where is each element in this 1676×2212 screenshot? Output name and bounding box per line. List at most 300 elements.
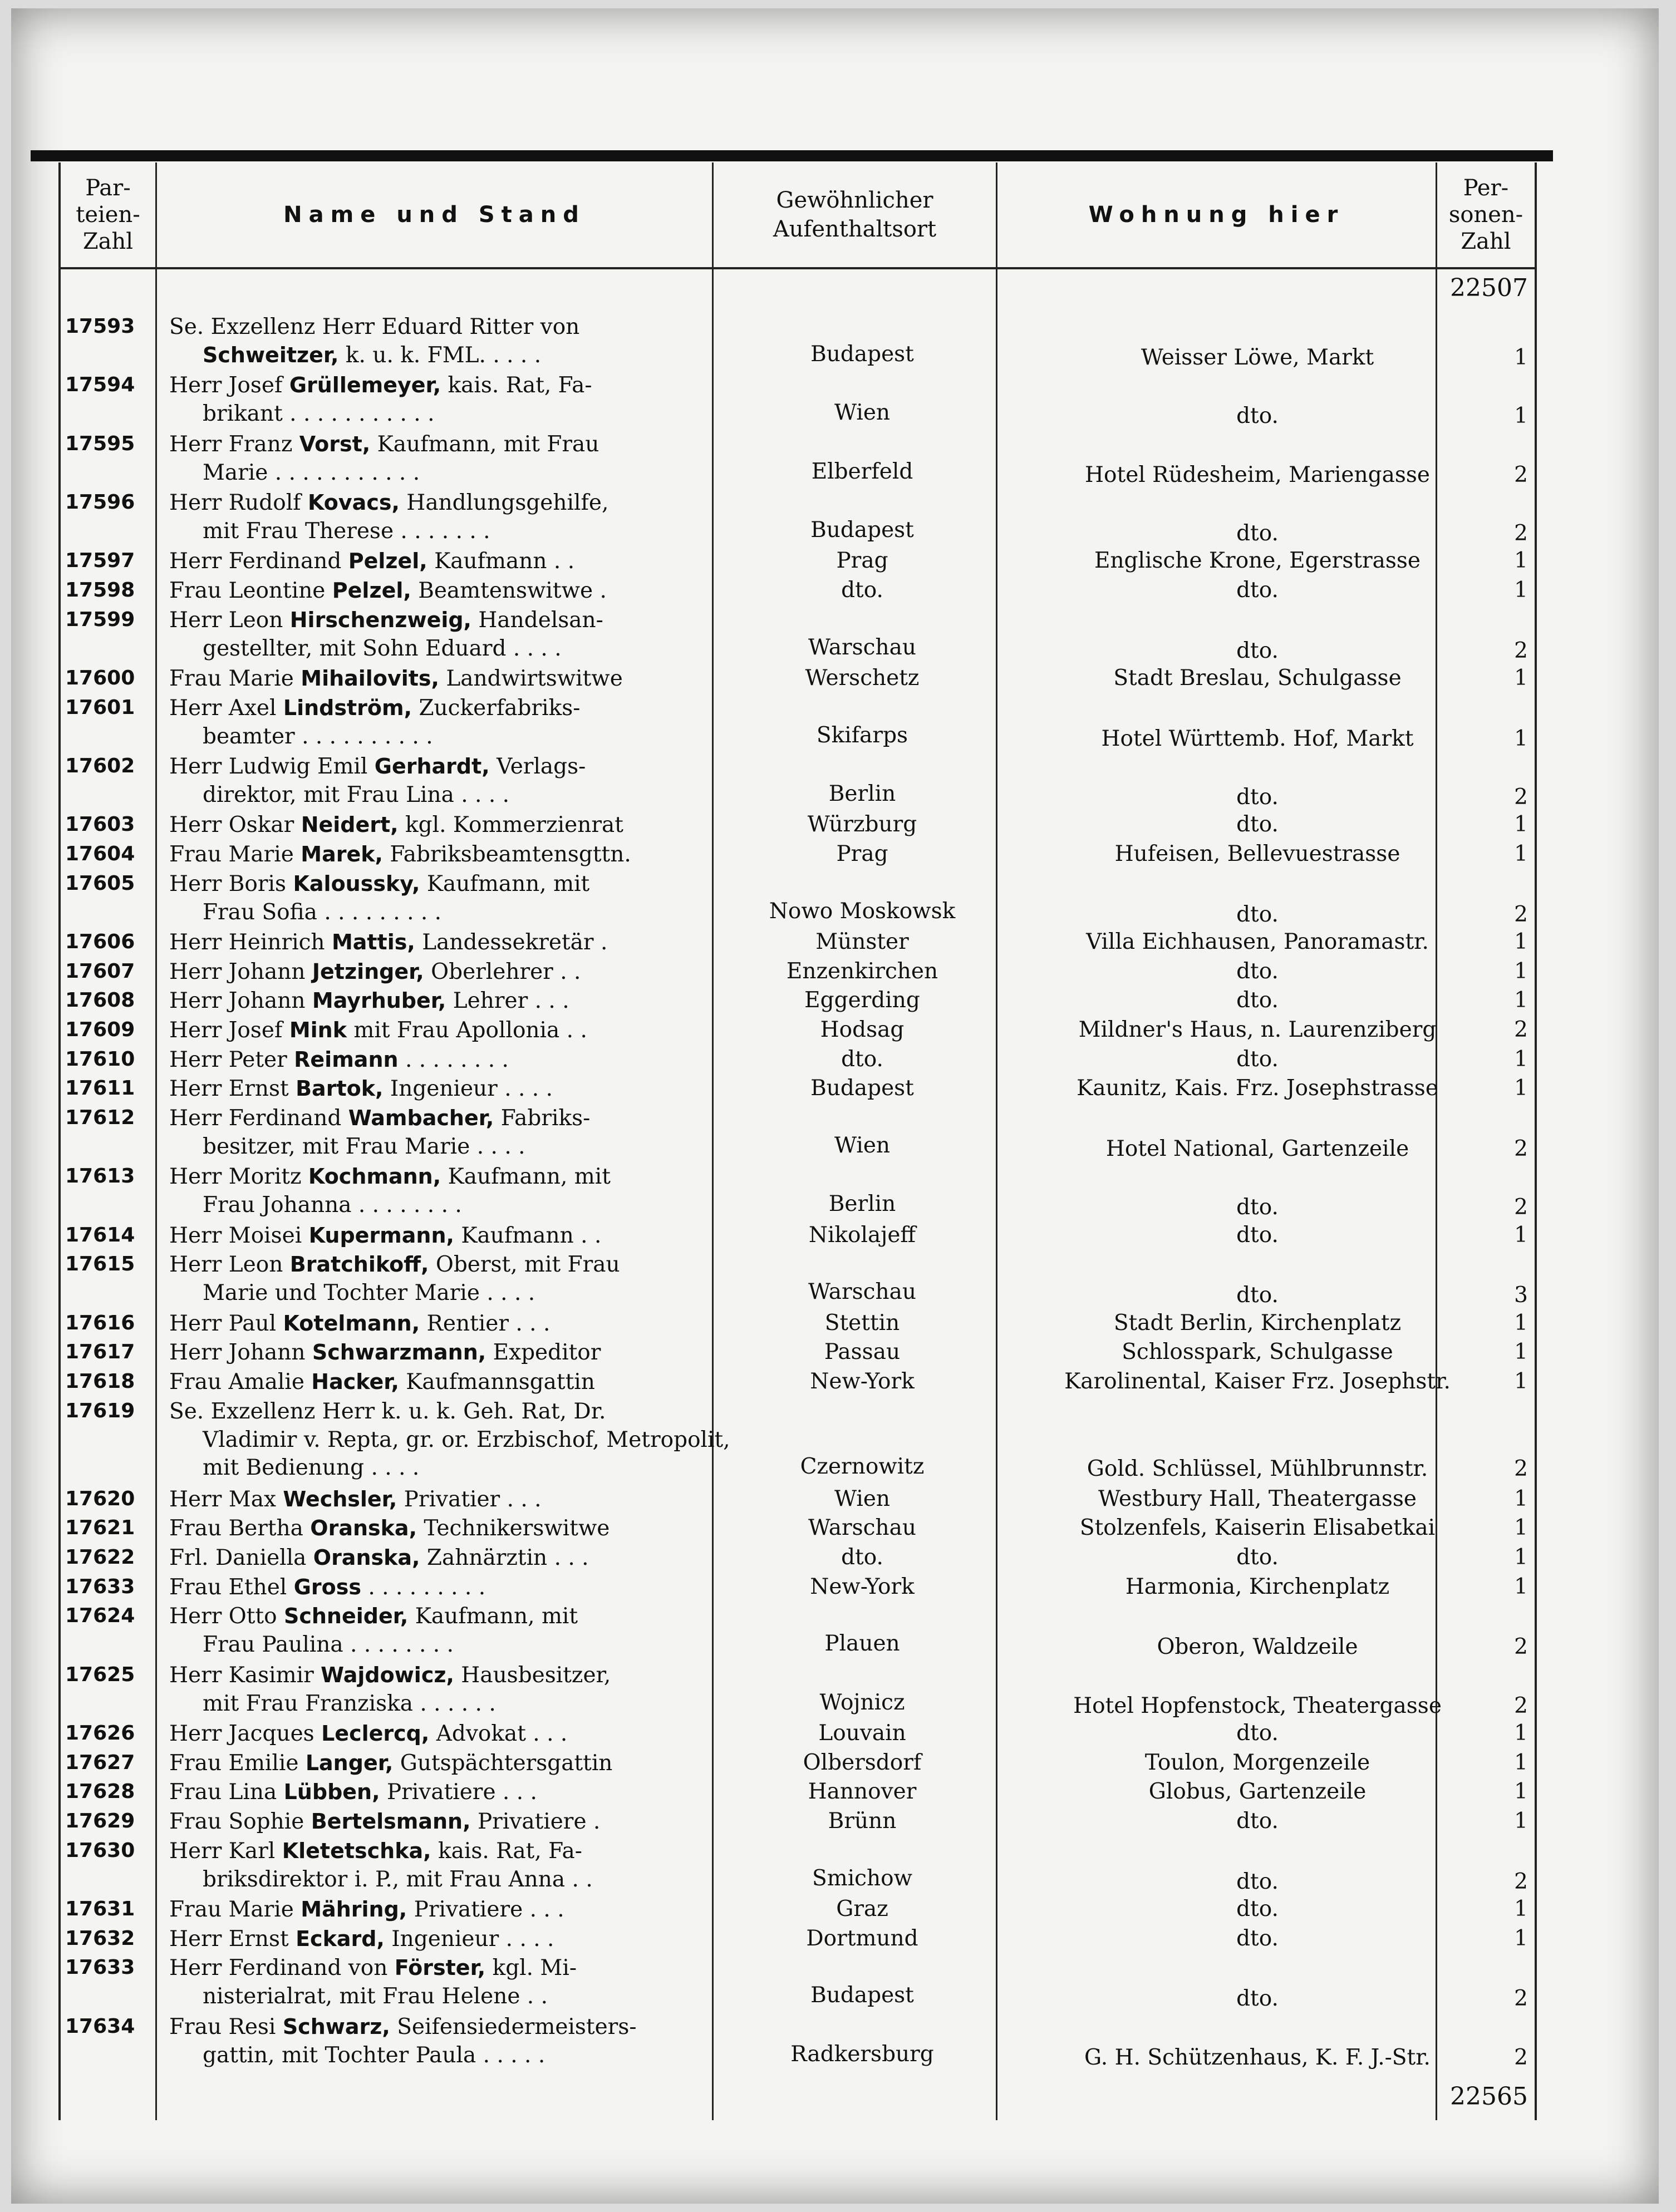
entry-name bbox=[169, 1016, 756, 1045]
entry-persons: 1 bbox=[1514, 1750, 1528, 1775]
entry-persons: 1 bbox=[1514, 1515, 1528, 1541]
entry-name bbox=[169, 1075, 756, 1103]
entry-residence: Westbury Hall, Theatergasse bbox=[1098, 1486, 1417, 1511]
name-suffix: Expeditor bbox=[486, 1340, 601, 1366]
entry-name bbox=[169, 1661, 756, 1718]
table-row bbox=[61, 1337, 1535, 1366]
table-row bbox=[61, 1308, 1535, 1337]
entry-origin: Elberfeld bbox=[811, 459, 913, 484]
surname: Reimann bbox=[294, 1047, 399, 1072]
entry-number: 17614 bbox=[65, 1223, 135, 1247]
entry-residence: dto. bbox=[1236, 403, 1279, 429]
entry-residence: dto. bbox=[1236, 1809, 1279, 1834]
entry-residence: Schlosspark, Schulgasse bbox=[1122, 1339, 1393, 1365]
entry-name bbox=[169, 1104, 756, 1161]
name-suffix: kais. Rat, Fa- bbox=[441, 373, 592, 398]
entry-origin: dto. bbox=[841, 1046, 883, 1072]
entry-origin: Budapest bbox=[810, 342, 914, 367]
entry-origin: New-York bbox=[810, 1574, 915, 1599]
name-continuation bbox=[169, 1426, 756, 1482]
entry-number: 17615 bbox=[65, 1253, 135, 1276]
entry-residence: Globus, Gartenzeile bbox=[1148, 1779, 1367, 1805]
name-continuation bbox=[169, 1279, 756, 1307]
name-continuation bbox=[169, 1689, 756, 1718]
name-suffix: Ingenieur . . . . bbox=[383, 1076, 553, 1102]
entry-origin: Brünn bbox=[828, 1809, 897, 1834]
surname: Mink bbox=[289, 1018, 347, 1042]
name-continuation-text: Marie . . . . . . . . . . . bbox=[203, 460, 420, 485]
name-continuation bbox=[169, 722, 756, 751]
name-prefix: Frau Marie bbox=[169, 1897, 301, 1922]
name-continuation bbox=[169, 400, 756, 428]
entry-number: 17631 bbox=[65, 1898, 135, 1920]
name-suffix: Technikerswitwe bbox=[417, 1516, 610, 1541]
surname: Schwarz, bbox=[282, 2014, 390, 2039]
entry-origin: dto. bbox=[841, 1545, 883, 1570]
entry-persons: 1 bbox=[1514, 929, 1528, 954]
table-row bbox=[61, 1220, 1535, 1249]
entry-persons: 1 bbox=[1514, 1046, 1528, 1072]
table-row bbox=[61, 1748, 1535, 1777]
entry-name bbox=[169, 1749, 756, 1777]
entry-persons: 1 bbox=[1514, 1339, 1528, 1365]
surname: Eckard, bbox=[296, 1926, 385, 1951]
entry-persons: 2 bbox=[1514, 1986, 1528, 2012]
name-continuation-text: Vladimir v. Repta, gr. or. Erzbischof, Metropolit, mit Bedienung . . . . bbox=[203, 1427, 730, 1480]
name-continuation bbox=[169, 634, 756, 663]
entry-residence: dto. bbox=[1236, 1869, 1279, 1894]
table-row bbox=[61, 839, 1535, 868]
entry-persons: 2 bbox=[1514, 1869, 1528, 1894]
table-row bbox=[61, 1894, 1535, 1923]
entry-name bbox=[169, 430, 756, 487]
entry-origin: Berlin bbox=[828, 781, 896, 806]
name-prefix: Herr Max bbox=[169, 1486, 283, 1512]
entry-residence: dto. bbox=[1236, 1046, 1279, 1072]
entry-residence: Toulon, Morgenzeile bbox=[1144, 1750, 1370, 1775]
name-prefix: Frau Ethel bbox=[169, 1574, 294, 1600]
name-prefix: Herr Ludwig Emil bbox=[169, 754, 375, 779]
entry-number: 17629 bbox=[65, 1810, 135, 1832]
name-prefix: Herr Karl bbox=[169, 1838, 282, 1864]
entry-residence: dto. bbox=[1236, 1721, 1279, 1746]
table-row bbox=[61, 1601, 1535, 1659]
table-row bbox=[61, 1045, 1535, 1073]
surname: Pelzel, bbox=[348, 549, 427, 574]
entry-residence: Hotel National, Gartenzeile bbox=[1105, 1136, 1409, 1161]
name-suffix: Advokat . . . bbox=[429, 1721, 568, 1746]
surname: Kovacs, bbox=[308, 490, 400, 515]
entry-residence: Stadt Breslau, Schulgasse bbox=[1113, 666, 1402, 691]
entry-number: 17603 bbox=[65, 813, 135, 836]
entry-number: 17634 bbox=[65, 2014, 135, 2038]
table-row bbox=[61, 1718, 1535, 1747]
name-continuation-text: Frau Sofia . . . . . . . . . bbox=[203, 899, 442, 925]
table-row bbox=[61, 1777, 1535, 1806]
name-suffix: Privatier . . . bbox=[397, 1486, 542, 1512]
entry-residence: dto. bbox=[1236, 785, 1279, 810]
table-row bbox=[61, 663, 1535, 692]
entry-persons: 2 bbox=[1514, 2045, 1528, 2070]
entry-residence: Mildner's Haus, n. Laurenziberg bbox=[1078, 1017, 1437, 1042]
entry-residence: dto. bbox=[1236, 521, 1279, 546]
name-prefix: Herr Peter bbox=[169, 1047, 294, 1072]
name-continuation-text: gestellter, mit Sohn Eduard . . . . bbox=[203, 635, 562, 661]
entry-residence: dto. bbox=[1236, 1896, 1279, 1922]
header-origin: Gewöhnlicher Aufenthaltsort bbox=[773, 188, 937, 242]
table-row bbox=[61, 2012, 1535, 2070]
name-continuation-text: nisterialrat, mit Frau Helene . . bbox=[203, 1984, 548, 2009]
name-suffix: Kaufmann . . bbox=[454, 1223, 602, 1248]
entry-number: 17621 bbox=[65, 1516, 135, 1540]
table-row bbox=[61, 1513, 1535, 1542]
entry-name bbox=[169, 371, 756, 428]
entry-name bbox=[169, 1221, 756, 1250]
entry-number: 17624 bbox=[65, 1604, 135, 1628]
name-continuation bbox=[169, 1132, 756, 1161]
entry-persons: 1 bbox=[1514, 988, 1528, 1013]
entry-origin: Stettin bbox=[824, 1310, 900, 1336]
name-suffix: Kaufmannsgattin bbox=[399, 1369, 595, 1395]
surname: Wechsler, bbox=[283, 1486, 397, 1511]
entry-persons: 2 bbox=[1514, 462, 1528, 487]
name-prefix: Herr Leon bbox=[169, 1252, 290, 1278]
entry-origin: Enzenkirchen bbox=[786, 958, 938, 984]
name-prefix: Herr Ferdinand bbox=[169, 1106, 348, 1131]
name-prefix: Herr Josef bbox=[169, 373, 289, 398]
table-row bbox=[61, 693, 1535, 751]
entry-persons: 2 bbox=[1514, 1456, 1528, 1481]
entry-number: 17620 bbox=[65, 1487, 135, 1510]
entry-origin: Plauen bbox=[824, 1631, 900, 1657]
entry-origin: Hannover bbox=[808, 1779, 917, 1805]
entry-number: 17600 bbox=[65, 667, 135, 689]
entry-origin: Prag bbox=[836, 841, 888, 866]
entry-name bbox=[169, 1046, 756, 1074]
table-row bbox=[61, 927, 1535, 956]
entry-number: 17633 bbox=[65, 1575, 135, 1598]
entry-number: 17616 bbox=[65, 1311, 135, 1334]
entry-name bbox=[169, 1250, 756, 1307]
surname: Schwarzmann, bbox=[312, 1340, 486, 1365]
name-prefix: Herr Johann bbox=[169, 1340, 312, 1366]
name-continuation-text: mit Frau Franziska . . . . . . bbox=[203, 1691, 496, 1716]
entry-name bbox=[169, 870, 756, 927]
entry-residence: Hotel Württemb. Hof, Markt bbox=[1101, 726, 1414, 751]
entry-number: 17618 bbox=[65, 1370, 135, 1393]
name-prefix: Herr Ernst bbox=[169, 1926, 296, 1952]
entry-number: 17613 bbox=[65, 1165, 135, 1188]
header-residence: Wohnung hier bbox=[1088, 202, 1345, 228]
name-suffix: kgl. Mi- bbox=[485, 1955, 577, 1981]
name-suffix: Seifensiedermeisters- bbox=[390, 2014, 637, 2039]
name-continuation bbox=[169, 459, 756, 487]
table-row bbox=[61, 429, 1535, 487]
entry-residence: Oberon, Waldzeile bbox=[1157, 1634, 1358, 1660]
entry-persons: 2 bbox=[1514, 1634, 1528, 1660]
entry-residence: Villa Eichhausen, Panoramastr. bbox=[1086, 929, 1429, 954]
name-suffix: Handlungsgehilfe, bbox=[399, 490, 609, 515]
entry-number: 17619 bbox=[65, 1399, 135, 1422]
name-continuation bbox=[169, 341, 756, 370]
name-suffix: Ingenieur . . . . bbox=[384, 1926, 554, 1952]
entry-number: 17595 bbox=[65, 432, 135, 455]
table-row bbox=[61, 1836, 1535, 1894]
name-prefix: Frau Bertha bbox=[169, 1516, 311, 1541]
entry-name bbox=[169, 1397, 756, 1482]
entry-persons: 1 bbox=[1514, 1369, 1528, 1394]
name-prefix: Herr Ferdinand bbox=[169, 549, 348, 574]
entry-number: 17606 bbox=[65, 930, 135, 953]
entry-name bbox=[169, 2013, 756, 2070]
name-prefix: Frau Amalie bbox=[169, 1369, 312, 1395]
entry-name bbox=[169, 1954, 756, 2011]
entry-persons: 2 bbox=[1514, 521, 1528, 546]
entry-number: 17626 bbox=[65, 1722, 135, 1745]
surname: Wajdowicz, bbox=[321, 1662, 454, 1687]
entry-number: 17617 bbox=[65, 1341, 135, 1364]
surname: Oranska, bbox=[313, 1545, 420, 1570]
entry-name bbox=[169, 547, 756, 575]
name-suffix: Gutspächtersgattin bbox=[393, 1750, 613, 1776]
entry-number: 17601 bbox=[65, 696, 135, 719]
entry-residence: Karolinental, Kaiser Frz. Josephstr. bbox=[1064, 1369, 1451, 1394]
surname: Jetzinger, bbox=[312, 959, 424, 984]
entry-residence: Gold. Schlüssel, Mühlbrunnstr. bbox=[1087, 1456, 1428, 1481]
name-suffix: Kaufmann, mit bbox=[420, 871, 590, 896]
entry-number: 17628 bbox=[65, 1780, 135, 1804]
entry-persons: 1 bbox=[1514, 1925, 1528, 1951]
surname: Mihailovits, bbox=[301, 666, 439, 691]
table-header bbox=[61, 162, 1535, 269]
surname: Bertelsmann, bbox=[311, 1809, 471, 1834]
name-prefix: Frau Lina bbox=[169, 1780, 284, 1805]
name-suffix: Hausbesitzer, bbox=[454, 1662, 611, 1688]
header-number: Par- teien- Zahl bbox=[76, 175, 140, 254]
carry-over-count: 22507 bbox=[1450, 274, 1528, 302]
name-suffix: Zahnärztin . . . bbox=[420, 1545, 589, 1570]
entry-residence: dto. bbox=[1236, 988, 1279, 1013]
entry-residence: dto. bbox=[1236, 812, 1279, 837]
name-continuation bbox=[169, 2041, 756, 2070]
surname: Bartok, bbox=[296, 1076, 384, 1101]
table-row bbox=[61, 1015, 1535, 1044]
entry-persons: 1 bbox=[1514, 812, 1528, 837]
entry-persons: 1 bbox=[1514, 1574, 1528, 1599]
table-row bbox=[61, 1484, 1535, 1513]
surname: Mayrhuber, bbox=[312, 988, 446, 1013]
entry-residence: dto. bbox=[1236, 1545, 1279, 1570]
entry-persons: 1 bbox=[1514, 841, 1528, 866]
name-continuation-text: beamter . . . . . . . . . . bbox=[203, 723, 433, 749]
name-prefix: Herr Boris bbox=[169, 871, 293, 896]
entry-residence: dto. bbox=[1236, 901, 1279, 927]
table-row bbox=[61, 605, 1535, 663]
entry-name bbox=[169, 928, 756, 957]
entry-persons: 1 bbox=[1514, 1545, 1528, 1570]
name-continuation bbox=[169, 1630, 756, 1659]
table-row bbox=[61, 1396, 1535, 1483]
entry-origin: Wien bbox=[834, 1133, 891, 1158]
entry-name bbox=[169, 811, 756, 839]
entry-number: 17625 bbox=[65, 1663, 135, 1686]
entry-persons: 2 bbox=[1514, 1017, 1528, 1042]
name-continuation-text: direktor, mit Frau Lina . . . . bbox=[203, 782, 510, 807]
entry-origin: Passau bbox=[824, 1339, 901, 1365]
name-prefix: Herr Moisei bbox=[169, 1223, 309, 1248]
entry-origin: Budapest bbox=[810, 518, 914, 543]
entry-origin: Nowo Moskowsk bbox=[769, 898, 956, 924]
name-suffix: kais. Rat, Fa- bbox=[431, 1838, 582, 1864]
surname: Kupermann, bbox=[308, 1223, 454, 1248]
entry-persons: 1 bbox=[1514, 403, 1528, 429]
entry-name bbox=[169, 958, 756, 986]
entry-origin: Dortmund bbox=[806, 1925, 918, 1951]
entry-number: 17633 bbox=[65, 1956, 135, 1979]
name-prefix: Frau Leontine bbox=[169, 578, 332, 603]
entry-persons: 2 bbox=[1514, 901, 1528, 927]
entry-name bbox=[169, 1895, 756, 1924]
name-continuation-text: Marie und Tochter Marie . . . . bbox=[203, 1280, 535, 1306]
entry-origin: Münster bbox=[815, 929, 909, 954]
name-prefix: Herr Franz bbox=[169, 431, 299, 457]
name-continuation bbox=[169, 1865, 756, 1894]
name-suffix: Oberst, mit Frau bbox=[429, 1252, 620, 1278]
entry-name bbox=[169, 1309, 756, 1338]
entry-name bbox=[169, 1720, 756, 1748]
entry-name bbox=[169, 664, 756, 693]
top-rule bbox=[31, 150, 1553, 161]
entry-name bbox=[169, 606, 756, 663]
name-prefix: Frau Resi bbox=[169, 2014, 283, 2039]
surname: Wambacher, bbox=[348, 1106, 494, 1130]
entry-origin: Würzburg bbox=[807, 812, 917, 837]
entry-residence: Englische Krone, Egerstrasse bbox=[1094, 548, 1421, 574]
entry-residence: Harmonia, Kirchenplatz bbox=[1125, 1574, 1390, 1599]
name-suffix: Privatiere . bbox=[470, 1809, 601, 1834]
table-row bbox=[61, 370, 1535, 428]
entry-persons: 1 bbox=[1514, 345, 1528, 370]
name-continuation-text: Frau Paulina . . . . . . . . bbox=[203, 1632, 454, 1658]
name-prefix: Herr Paul bbox=[169, 1311, 283, 1336]
table-row bbox=[61, 810, 1535, 839]
entry-name bbox=[169, 577, 756, 605]
entry-residence: Hotel Hopfenstock, Theatergasse bbox=[1073, 1693, 1442, 1718]
entry-origin: Budapest bbox=[810, 1076, 914, 1101]
name-suffix: Oberlehrer . . bbox=[424, 959, 581, 984]
entry-origin: Wien bbox=[834, 400, 891, 426]
surname: Mähring, bbox=[301, 1897, 407, 1922]
entry-persons: 1 bbox=[1514, 548, 1528, 574]
name-continuation-text: gattin, mit Tochter Paula . . . . . bbox=[203, 2042, 545, 2068]
entry-number: 17605 bbox=[65, 871, 135, 895]
name-continuation bbox=[169, 1191, 756, 1219]
entry-residence: Weisser Löwe, Markt bbox=[1141, 345, 1374, 370]
entry-number: 17608 bbox=[65, 989, 135, 1012]
name-prefix: Herr Johann bbox=[169, 988, 312, 1014]
entry-origin: Louvain bbox=[818, 1721, 906, 1746]
ledger-table bbox=[58, 162, 1537, 2120]
entry-number: 17622 bbox=[65, 1546, 135, 1569]
entry-origin: Nikolajeff bbox=[808, 1222, 916, 1248]
name-prefix: Frau Marie bbox=[169, 666, 301, 691]
entry-name bbox=[169, 1485, 756, 1514]
entry-persons: 1 bbox=[1514, 1721, 1528, 1746]
table-row bbox=[61, 1073, 1535, 1102]
table-row bbox=[61, 312, 1535, 370]
surname: Leclercq, bbox=[321, 1721, 430, 1746]
entry-origin: Eggerding bbox=[804, 988, 920, 1013]
entry-number: 17610 bbox=[65, 1047, 135, 1071]
entry-origin: Wien bbox=[834, 1486, 891, 1511]
table-row bbox=[61, 487, 1535, 545]
entry-origin: Graz bbox=[836, 1896, 888, 1922]
entry-persons: 1 bbox=[1514, 726, 1528, 751]
table-row bbox=[61, 869, 1535, 927]
entry-origin: Prag bbox=[836, 548, 888, 574]
entry-number: 17607 bbox=[65, 959, 135, 983]
entry-origin: Hodsag bbox=[820, 1017, 905, 1042]
name-prefix: Herr Oskar bbox=[169, 812, 301, 838]
name-continuation-text: mit Frau Therese . . . . . . . bbox=[203, 519, 490, 544]
page-total: 22565 bbox=[1450, 2082, 1528, 2111]
entry-persons: 1 bbox=[1514, 666, 1528, 691]
entry-name bbox=[169, 1368, 756, 1396]
table-row bbox=[61, 1572, 1535, 1601]
entry-origin: Warschau bbox=[808, 1279, 916, 1305]
entry-name bbox=[169, 752, 756, 809]
entry-residence: dto. bbox=[1236, 1986, 1279, 2012]
header-name: Name und Stand bbox=[283, 202, 586, 228]
name-suffix: Kaufmann, mit bbox=[441, 1164, 611, 1190]
entry-persons: 2 bbox=[1514, 1693, 1528, 1718]
entry-residence: dto. bbox=[1236, 578, 1279, 603]
name-prefix: Herr Leon bbox=[169, 607, 290, 633]
name-suffix: kgl. Kommerzienrat bbox=[398, 812, 623, 838]
name-suffix: Fabriksbeamtensgttn. bbox=[382, 842, 631, 867]
surname: Vorst, bbox=[299, 431, 371, 456]
entry-residence: dto. bbox=[1236, 638, 1279, 663]
entry-residence: dto. bbox=[1236, 1283, 1279, 1308]
surname: Oranska, bbox=[310, 1516, 417, 1541]
table-row bbox=[61, 1161, 1535, 1219]
name-prefix: Herr Jacques bbox=[169, 1721, 322, 1746]
entry-name bbox=[169, 1338, 756, 1367]
entry-residence: Hufeisen, Bellevuestrasse bbox=[1114, 841, 1400, 866]
name-continuation-text: briksdirektor i. P., mit Frau Anna . . bbox=[203, 1866, 593, 1892]
entry-residence: Stolzenfels, Kaiserin Elisabetkai bbox=[1079, 1515, 1436, 1541]
table-row bbox=[61, 1103, 1535, 1161]
name-suffix: Zuckerfabriks- bbox=[412, 695, 581, 721]
name-prefix: Herr Rudolf bbox=[169, 490, 308, 515]
surname: Gross bbox=[293, 1574, 361, 1599]
entry-persons: 1 bbox=[1514, 1779, 1528, 1805]
surname: Langer, bbox=[305, 1750, 394, 1775]
name-prefix: Herr Axel bbox=[169, 695, 283, 721]
surname: Lindström, bbox=[283, 695, 412, 720]
name-continuation bbox=[169, 517, 756, 545]
name-suffix: Landessekretär . bbox=[415, 930, 608, 955]
name-prefix: Herr Ernst bbox=[169, 1076, 296, 1102]
entry-persons: 2 bbox=[1514, 638, 1528, 663]
name-suffix: Handelsan- bbox=[471, 607, 603, 633]
name-suffix: Kaufmann, mit Frau bbox=[370, 431, 599, 457]
name-suffix: . . . . . . . . . bbox=[361, 1574, 486, 1600]
surname: Pelzel, bbox=[332, 578, 411, 603]
entry-name bbox=[169, 1837, 756, 1894]
entry-number: 17632 bbox=[65, 1927, 135, 1950]
entry-residence: Stadt Berlin, Kirchenplatz bbox=[1113, 1310, 1402, 1336]
